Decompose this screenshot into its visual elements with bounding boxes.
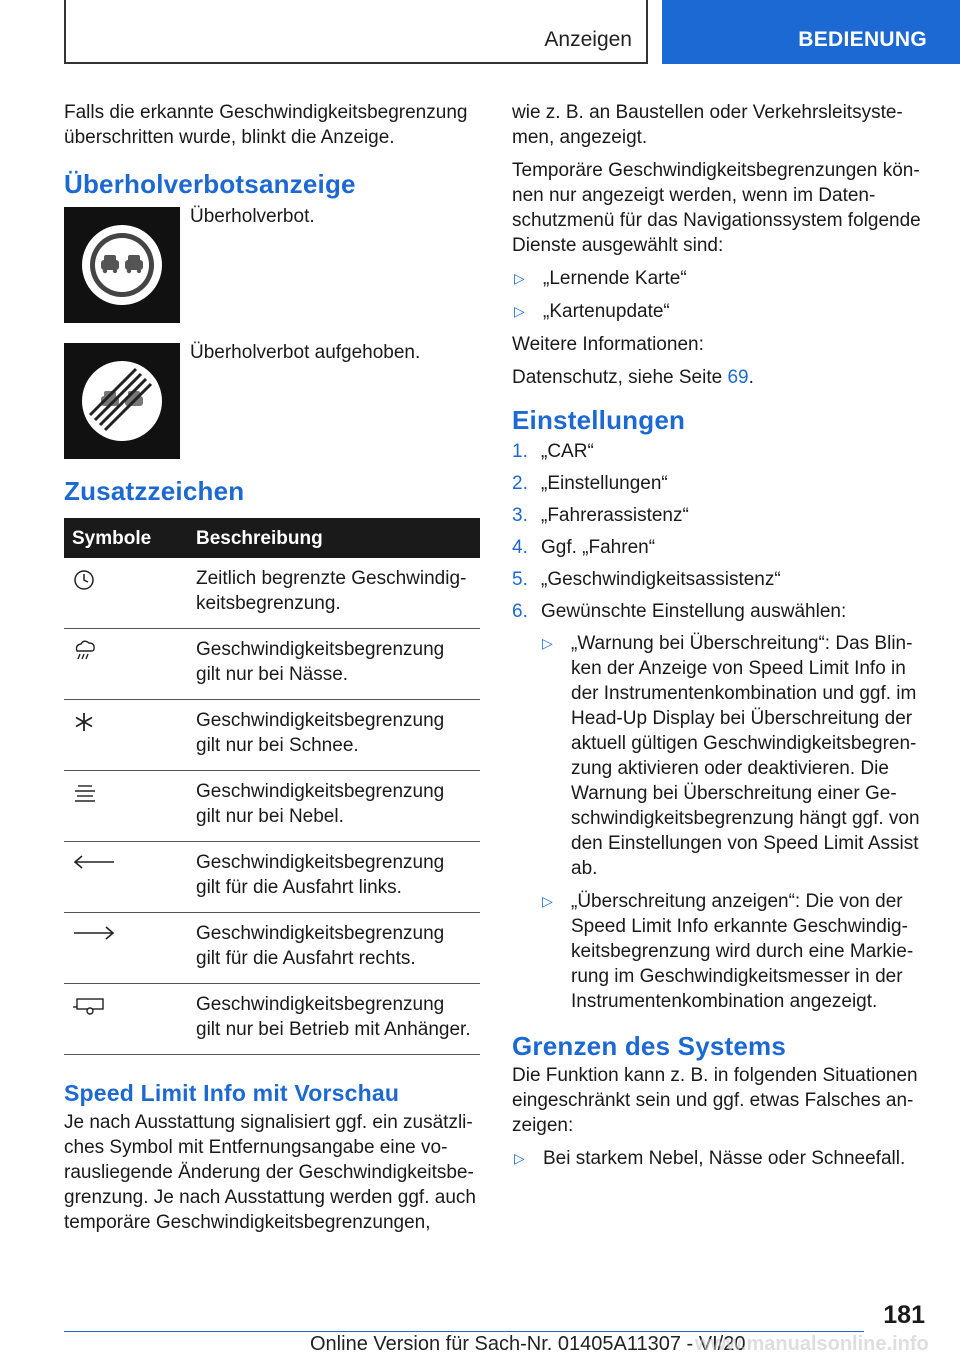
snowflake-icon [72,718,96,739]
end-no-overtaking-sign-icon [64,343,180,459]
service-item-label: „Lernende Karte“ [543,268,687,289]
step-number: 3. [512,505,528,526]
trailer-icon [72,1000,106,1021]
table-row [64,629,480,700]
table-row [64,771,480,842]
list-item [512,567,928,592]
sign-row-end-no-overtaking [64,343,480,459]
table-cell-description: Geschwindigkeitsbegrenzung gilt nur bei Betrieb mit Anhänger. [188,984,480,1055]
heading-settings: Einstellungen [512,405,686,435]
more-info-text: Weitere Informationen: [512,334,704,355]
header-chapter-tab [662,0,960,64]
list-item [512,471,928,496]
rain-icon [72,647,98,668]
step-number: 4. [512,537,528,558]
clock-icon [72,576,96,597]
header-left-frame [64,0,648,64]
step-number: 2. [512,473,528,494]
limits-text: Die Funktion kann z. B. in folgenden Situationen eingeschränkt sein und ggf. etwas Falsches anzeigen: [512,1065,918,1136]
temporary-limits-text: Temporäre Geschwindigkeitsbegrenzungen können nur angezeigt werden, wenn im Datenschutzmenü für das Navigationssystem folgende Dienste ausgewählt sind: [512,160,921,256]
no-overtaking-label: Überholverbot. [190,206,315,227]
right-column [512,100,928,1179]
step-number: 1. [512,441,528,462]
privacy-suffix: . [748,367,754,388]
continued-text: wie z. B. an Baustellen oder Verkehrsleitsystemen, angezeigt. [512,102,903,148]
no-overtaking-sign-icon [64,207,180,323]
privacy-page-link[interactable]: 69 [727,367,749,388]
table-cell-description: Geschwindigkeitsbegrenzung gilt nur bei Schnee. [188,700,480,771]
privacy-prefix: Datenschutz, siehe Seite [512,367,728,388]
service-item-label: „Kartenupdate“ [543,301,670,322]
step-text: „Geschwindigkeitsassistenz“ [541,569,781,590]
list-item [512,266,928,291]
list-item [512,299,928,324]
table-row [64,842,480,913]
list-item [512,1146,928,1171]
header-section-title: Anzeigen [544,28,632,51]
watermark: www.manualsonline.info [695,1333,929,1355]
bullet-triangle-icon: ▷ [542,635,553,651]
sub-option-text: „Überschreitung anzeigen“: Die von der Speed Limit Info erkannte Geschwindigkeitsbegrenzung wird durch eine Markierung im Geschwindigkeitsmesser in der Instrumentenkombination angezeigt. [571,891,914,1012]
step-text: Ggf. „Fahren“ [541,537,656,558]
list-item [512,599,928,624]
bullet-triangle-icon: ▷ [514,303,525,319]
header-chapter-label: BEDIENUNG [798,28,927,51]
list-item [540,889,928,1014]
footer-divider [64,1331,864,1332]
arrow-right-icon [72,927,116,948]
heading-overtaking-sign: Überholverbotsanzeige [64,169,356,199]
sign-row-no-overtaking [64,207,480,323]
fog-icon [72,789,98,810]
table-cell-description: Zeitlich begrenzte Geschwindigkeitsbegrenzung. [188,558,480,629]
table-cell-description: Geschwindigkeitsbegrenzung gilt nur bei Nebel. [188,771,480,842]
step-number: 6. [512,601,528,622]
settings-sub-options [512,631,928,1014]
table-row [64,558,480,629]
preview-text: Je nach Ausstattung signalisiert ggf. ein zusätzliches Symbol mit Entfernungsangabe eine vorausliegende Änderung der Geschwindigkeitsbegrenzung. Je nach Ausstattung werden ggf. auch temporäre Geschwindigkeitsbegrenzungen, [64,1112,476,1233]
table-row [64,984,480,1055]
heading-system-limits: Grenzen des Systems [512,1031,787,1061]
intro-text: Falls die erkannte Geschwindigkeitsbegrenzung überschritten wurde, blinkt die Anzeige. [64,102,468,148]
table-cell-description: Geschwindigkeitsbegrenzung gilt für die Ausfahrt rechts. [188,913,480,984]
step-number: 5. [512,569,528,590]
additional-signs-table [64,518,480,1055]
step-text: „Fahrerassistenz“ [541,505,689,526]
table-cell-description: Geschwindigkeitsbegrenzung gilt für die Ausfahrt links. [188,842,480,913]
list-item [540,631,928,881]
table-header-symbols: Symbole [64,518,188,558]
table-header-description: Beschreibung [188,518,480,558]
table-row [64,700,480,771]
limit-item-text: Bei starkem Nebel, Nässe oder Schneefall. [543,1148,906,1169]
step-text: „Einstellungen“ [541,473,668,494]
heading-additional-signs: Zusatzzeichen [64,476,245,506]
step-text: Gewünschte Einstellung auswählen: [541,601,847,622]
sub-option-text: „Warnung bei Überschreitung“: Das Blinken der Anzeige von Speed Limit Info in der Instrumentenkombination und ggf. im Head-Up Display bei Überschreitung der aktuell gültigen Geschwindigkeitsbegrenzung aktivieren oder deaktivieren. Die Warnung bei Überschreitung einer Geschwindigkeitsbegrenzung hängt ggf. von den Einstellungen von Speed Limit Assist ab. [571,633,920,879]
privacy-reference [512,365,928,390]
footer-online-version: Online Version für Sach-Nr. 01405A11307 - VI/20 [310,1333,746,1355]
table-row [64,913,480,984]
list-item [512,535,928,560]
table-cell-description: Geschwindigkeitsbegrenzung gilt nur bei Nässe. [188,629,480,700]
bullet-triangle-icon: ▷ [514,1150,525,1166]
arrow-left-icon [72,856,116,877]
table-header-row [64,518,480,558]
bullet-triangle-icon: ▷ [514,270,525,286]
page-number: 181 [883,1301,925,1329]
end-no-overtaking-label: Überholverbot aufgehoben. [190,342,421,363]
list-item [512,503,928,528]
heading-speed-limit-preview: Speed Limit Info mit Vorschau [64,1080,400,1106]
bullet-triangle-icon: ▷ [542,893,553,909]
list-item [512,439,928,464]
left-column [64,100,480,1243]
step-text: „CAR“ [541,441,594,462]
